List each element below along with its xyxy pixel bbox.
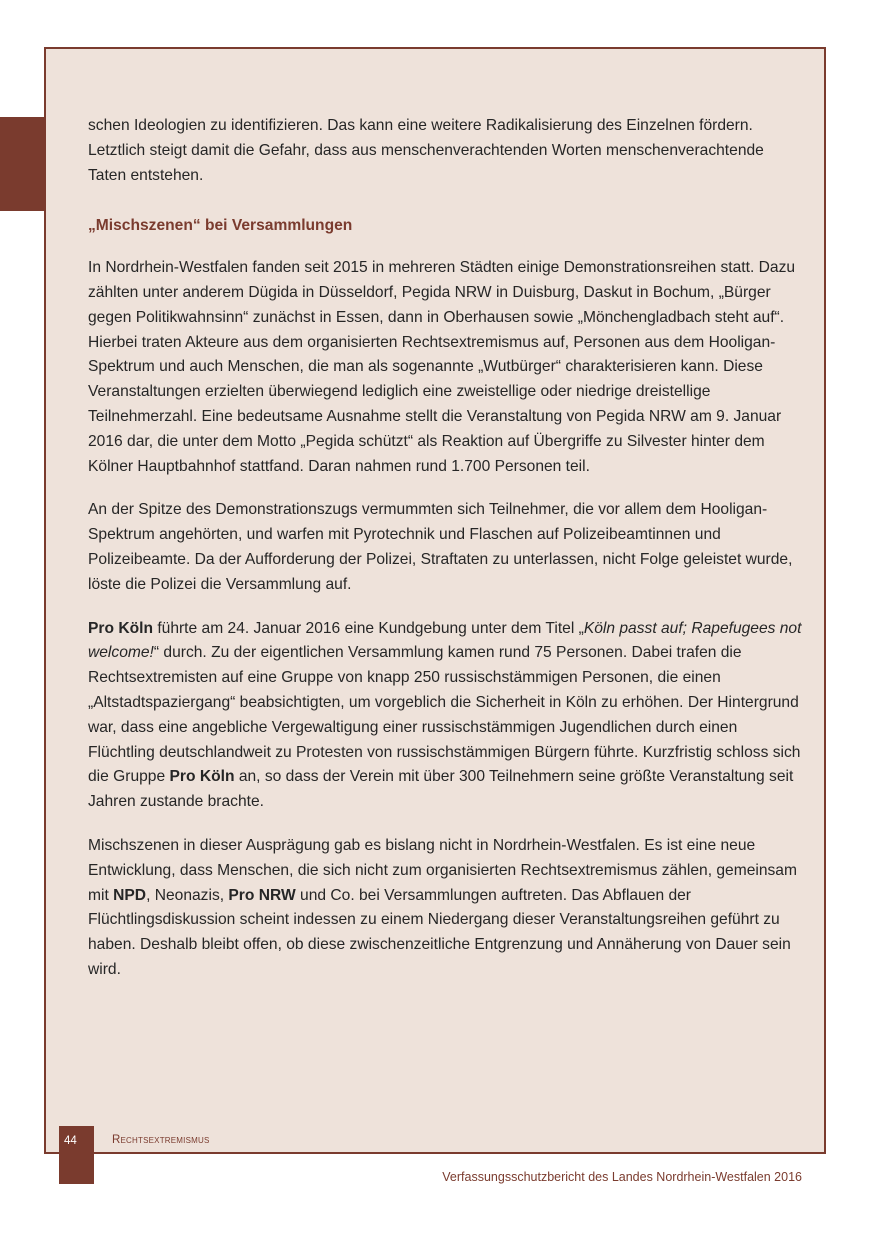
paragraph-pro-koeln xyxy=(88,617,804,815)
text-run: Mischszenen in dieser Ausprägung gab es bislang nicht in Nordrhein-Westfalen. Es ist eine neue Entwicklung, dass Menschen, die sich nicht zum organisierten Rechtsextremismus zählen, gemeinsam mit xyxy=(88,836,797,904)
publication-title: Verfassungsschutzbericht des Landes Nordrhein-Westfalen 2016 xyxy=(442,1170,802,1184)
text-run: und Co. bei Versammlungen auftreten. Das Abflauen der Flüchtlingsdiskussion scheint indessen zu einem Niedergang dieser Veranstaltungsreihen geführt zu haben. Deshalb bleibt offen, ob diese zwischenzeitliche Entgrenzung und Annäherung von Dauer sein wird. xyxy=(88,886,791,978)
event-title-italic: Köln passt auf; Rapefugees not welcome! xyxy=(88,619,802,662)
section-heading: „Mischszenen“ bei Versammlungen xyxy=(88,217,353,235)
org-name-bold: Pro Köln xyxy=(169,768,235,786)
page-number: 44 xyxy=(59,1126,94,1184)
text-run: “ durch. Zu der eigentlichen Versammlung kamen rund 75 Personen. Dabei trafen die Rechtsextremisten auf eine Gruppe von knapp 250 russischstämmigen Personen, die einen „Altstadtspaziergang“ beabsichtigten, um vorgeblich die Sicherheit in Köln zu erhöhen. Der Hintergrund war, dass eine angebliche Vergewaltigung einer russischstämmigen Jugendlichen durch einen Flüchtling deutschlandweit zu Protesten von russischstämmigen Bürgern führte. Kurzfristig schloss sich die Gruppe xyxy=(88,644,801,786)
running-section-label: Rechtsextremismus xyxy=(112,1134,210,1146)
org-name-bold: NPD xyxy=(113,886,147,904)
paragraph-conclusion xyxy=(88,834,804,983)
paragraph-demonstrations: In Nordrhein-Westfalen fanden seit 2015 in mehreren Städten einige Demonstrationsreihen statt. Dazu zählten unter anderem Dügida in Düsseldorf, Pegida NRW in Duisburg, Daskut in Bochum, „Bürger gegen Politikwahnsinn“ zunächst in Essen, dann in Oberhausen sowie „Mönchengladbach steht auf“. Hierbei traten Akteure aus dem organisierten Rechtsextremismus auf, Personen aus dem Hooligan-Spektrum und auch Menschen, die man als sogenannte „Wutbürger“ charakterisieren kann. Diese Veranstaltungen erzielten überwiegend lediglich eine zweistellige oder niedrige dreistellige Teilnehmerzahl. Eine bedeutsame Ausnahme stellt die Veranstaltung von Pegida NRW am 9. Januar 2016 dar, die unter dem Motto „Pegida schützt“ als Reaktion auf Übergriffe zu Silvester hinter dem Kölner Hauptbahnhof stattfand. Daran nahmen rund 1.700 Personen teil. xyxy=(88,259,796,475)
paragraph-hooligans: An der Spitze des Demonstrationszugs vermummten sich Teilnehmer, die vor allem dem Hooligan-Spektrum angehörten, und warfen mit Pyrotechnik und Flaschen auf Polizeibeamtinnen und Polizeibeamte. Da der Aufforderung der Polizei, Straftaten zu unterlassen, nicht Folge geleistet wurde, löste die Polizei die Versammlung auf. xyxy=(88,501,793,593)
chapter-marker-tab xyxy=(0,117,44,211)
text-run: , Neonazis, xyxy=(146,886,229,904)
paragraph-continued: schen Ideologien zu identifizieren. Das kann eine weitere Radikalisierung des Einzelnen fördern. Letztlich steigt damit die Gefahr, dass aus menschenverachtenden Worten menschenverachtende Taten entstehen. xyxy=(88,117,764,184)
text-run: an, so dass der Verein mit über 300 Teilnehmern seine größte Veranstaltung seit Jahren zustande brachte. xyxy=(88,768,794,811)
org-name-bold: Pro NRW xyxy=(228,886,296,904)
main-content xyxy=(88,114,804,1002)
text-run: führte am 24. Januar 2016 eine Kundgebung unter dem Titel „ xyxy=(152,619,584,637)
footer-divider xyxy=(94,1152,826,1154)
org-name-bold: Pro Köln xyxy=(88,619,153,637)
